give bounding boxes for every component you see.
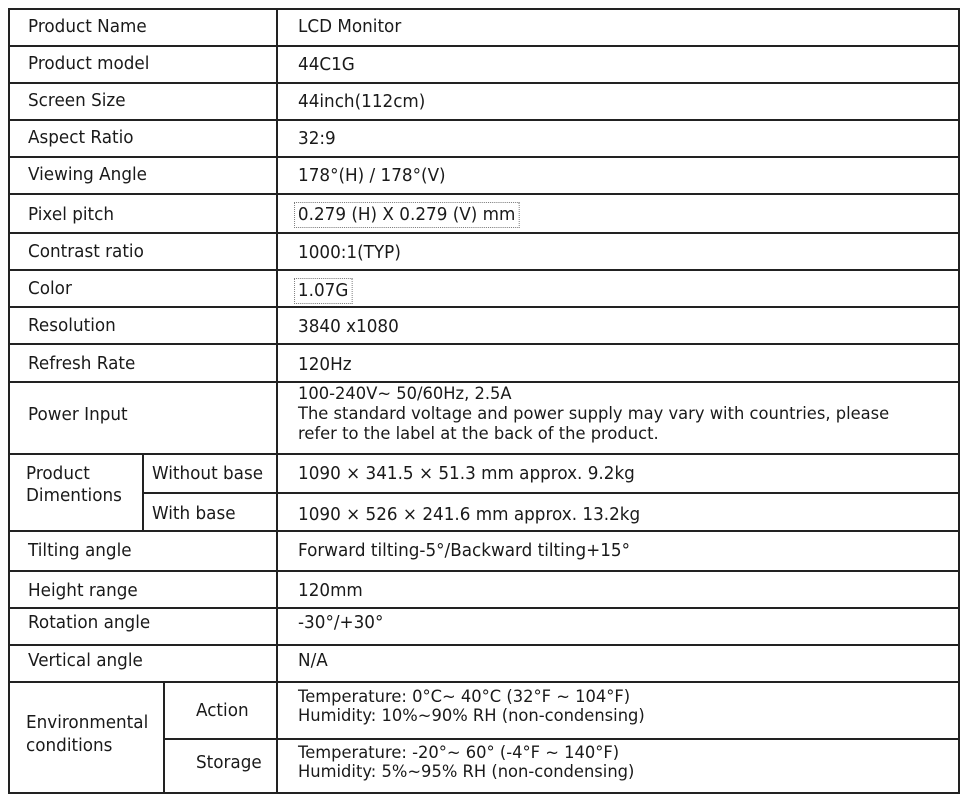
label-contrast-ratio: Contrast ratio [28, 242, 144, 262]
table-border [958, 8, 960, 794]
value-with-base: 1090 × 526 × 241.6 mm approx. 13.2kg [298, 505, 641, 525]
label-action: Action [196, 701, 249, 721]
value-action-line: Humidity: 10%~90% RH (non-condensing) [298, 706, 645, 726]
label-color: Color [28, 279, 72, 299]
label-product-name: Product Name [28, 17, 147, 37]
row-divider [8, 381, 960, 383]
value-storage-line: Humidity: 5%~95% RH (non-condensing) [298, 762, 635, 782]
label-power-input: Power Input [28, 405, 128, 425]
label-environmental-conditions-line: Environmental [26, 713, 149, 733]
value-vertical-angle: N/A [298, 651, 328, 671]
label-product-dimensions-line: Dimentions [26, 486, 122, 506]
label-resolution: Resolution [28, 316, 116, 336]
row-divider [8, 343, 960, 345]
label-with-base: With base [152, 504, 236, 524]
row-divider [8, 269, 960, 271]
value-product-name: LCD Monitor [298, 17, 402, 37]
value-pixel-pitch: 0.279 (H) X 0.279 (V) mm [297, 205, 516, 225]
row-divider [143, 492, 960, 494]
row-divider [8, 453, 960, 455]
table-border [8, 8, 10, 794]
value-product-model: 44C1G [298, 55, 355, 75]
row-divider [8, 607, 960, 609]
label-tilting-angle: Tilting angle [28, 541, 132, 561]
row-divider [8, 306, 960, 308]
row-divider [8, 681, 960, 683]
value-tilting-angle: Forward tilting-5°/Backward tilting+15° [298, 541, 630, 561]
value-viewing-angle: 178°(H) / 178°(V) [298, 166, 446, 186]
value-action-line: Temperature: 0°C~ 40°C (32°F ~ 104°F) [298, 687, 631, 707]
table-border [8, 8, 960, 10]
row-divider [8, 644, 960, 646]
row-divider [8, 82, 960, 84]
label-vertical-angle: Vertical angle [28, 651, 143, 671]
label-aspect-ratio: Aspect Ratio [28, 128, 134, 148]
row-divider [8, 193, 960, 195]
row-divider [164, 738, 960, 740]
row-divider [8, 570, 960, 572]
label-product-dimensions-line: Product [26, 464, 90, 484]
label-screen-size: Screen Size [28, 91, 126, 111]
row-divider [8, 156, 960, 158]
value-aspect-ratio: 32:9 [298, 129, 336, 149]
value-power-input-line: 100-240V~ 50/60Hz, 2.5A [298, 384, 512, 404]
label-height-range: Height range [28, 581, 138, 601]
label-viewing-angle: Viewing Angle [28, 165, 147, 185]
row-divider [8, 45, 960, 47]
table-border [8, 792, 960, 794]
value-resolution: 3840 x1080 [298, 317, 399, 337]
label-storage: Storage [196, 753, 262, 773]
value-power-input-line: The standard voltage and power supply may vary with countries, please [298, 404, 890, 424]
value-refresh-rate: 120Hz [298, 355, 352, 375]
value-color: 1.07G [297, 281, 349, 301]
value-height-range: 120mm [298, 581, 363, 601]
label-without-base: Without base [152, 464, 264, 484]
column-divider [276, 8, 278, 794]
label-rotation-angle: Rotation angle [28, 613, 151, 633]
spec-table [8, 8, 960, 794]
value-storage-line: Temperature: -20°~ 60° (-4°F ~ 140°F) [298, 743, 620, 763]
value-screen-size: 44inch(112cm) [298, 92, 426, 112]
label-product-model: Product model [28, 54, 150, 74]
row-divider [8, 232, 960, 234]
label-environmental-conditions-line: conditions [26, 736, 113, 756]
value-rotation-angle: -30°/+30° [298, 613, 384, 633]
value-power-input-line: refer to the label at the back of the product. [298, 424, 659, 444]
label-pixel-pitch: Pixel pitch [28, 205, 115, 225]
column-divider [142, 453, 144, 531]
row-divider [8, 530, 960, 532]
column-divider [163, 681, 165, 794]
label-refresh-rate: Refresh Rate [28, 354, 136, 374]
row-divider [8, 119, 960, 121]
value-without-base: 1090 × 341.5 × 51.3 mm approx. 9.2kg [298, 464, 635, 484]
value-contrast-ratio: 1000:1(TYP) [298, 243, 401, 263]
